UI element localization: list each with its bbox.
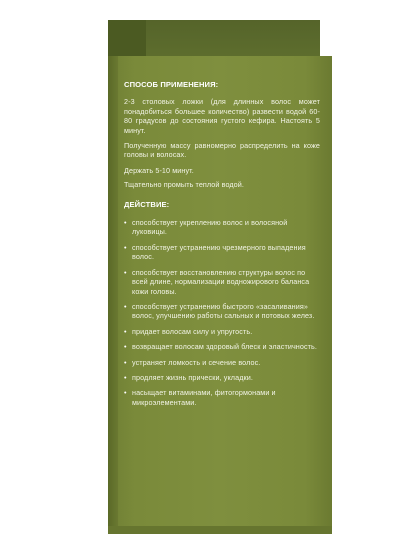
list-item-text: способствует восстановлению структуры волос по всей длине, нормализации водножирового баланса кожи головы. (132, 267, 310, 296)
bullet-icon: • (124, 342, 127, 352)
usage-paragraph-4: Тщательно промыть теплой водой. (124, 180, 244, 190)
list-item (124, 342, 320, 351)
bullet-icon: • (124, 326, 127, 336)
list-item (124, 373, 320, 382)
box-bottom-edge (108, 526, 332, 534)
action-list (124, 218, 320, 407)
list-item-text: способствует устранению быстрого «засаливания» волос, улучшению работы сальных и потовых желез. (132, 301, 315, 321)
bullet-icon: • (124, 372, 127, 382)
list-item (124, 218, 320, 237)
list-item-text: возвращает волосам здоровый блеск и эластичность. (132, 342, 317, 352)
bullet-icon: • (124, 301, 127, 311)
list-item-text: продляет жизнь прически, укладки. (132, 372, 253, 382)
list-item (124, 243, 320, 262)
list-item (124, 268, 320, 296)
action-title: ДЕЙСТВИЕ: (124, 199, 170, 209)
usage-paragraph-2: Полученную массу равномерно распределить на коже головы и волосах. (124, 141, 320, 160)
list-item-text: насыщает витаминами, фитогормонами и микроэлементами. (132, 388, 276, 407)
box-side-edge (108, 56, 118, 534)
package-text (124, 80, 320, 413)
bullet-icon: • (124, 267, 127, 277)
list-item-text: способствует устранению чрезмерного выпадения волос. (132, 242, 306, 262)
list-item (124, 388, 320, 407)
bullet-icon: • (124, 357, 127, 367)
usage-paragraph-1: 2-3 столовых ложки (для длинных волос может понадобиться большее количество) развести водой 60-80 градусов до состояния густого кефира. Настоять 5 минут. (124, 97, 320, 135)
bullet-icon: • (124, 388, 127, 398)
list-item-text: устраняет ломкость и сечение волос. (132, 357, 261, 367)
list-item-text: придает волосам силу и упругость. (132, 326, 253, 336)
usage-paragraph-3: Держать 5-10 минут. (124, 165, 194, 175)
list-item (124, 358, 320, 367)
bullet-icon: • (124, 242, 127, 252)
usage-title: СПОСОБ ПРИМЕНЕНИЯ: (124, 80, 219, 89)
list-item-text: способствует укреплению волос и волосяной луковицы. (132, 218, 288, 237)
list-item (124, 302, 320, 321)
list-item (124, 327, 320, 336)
bullet-icon: • (124, 218, 127, 228)
